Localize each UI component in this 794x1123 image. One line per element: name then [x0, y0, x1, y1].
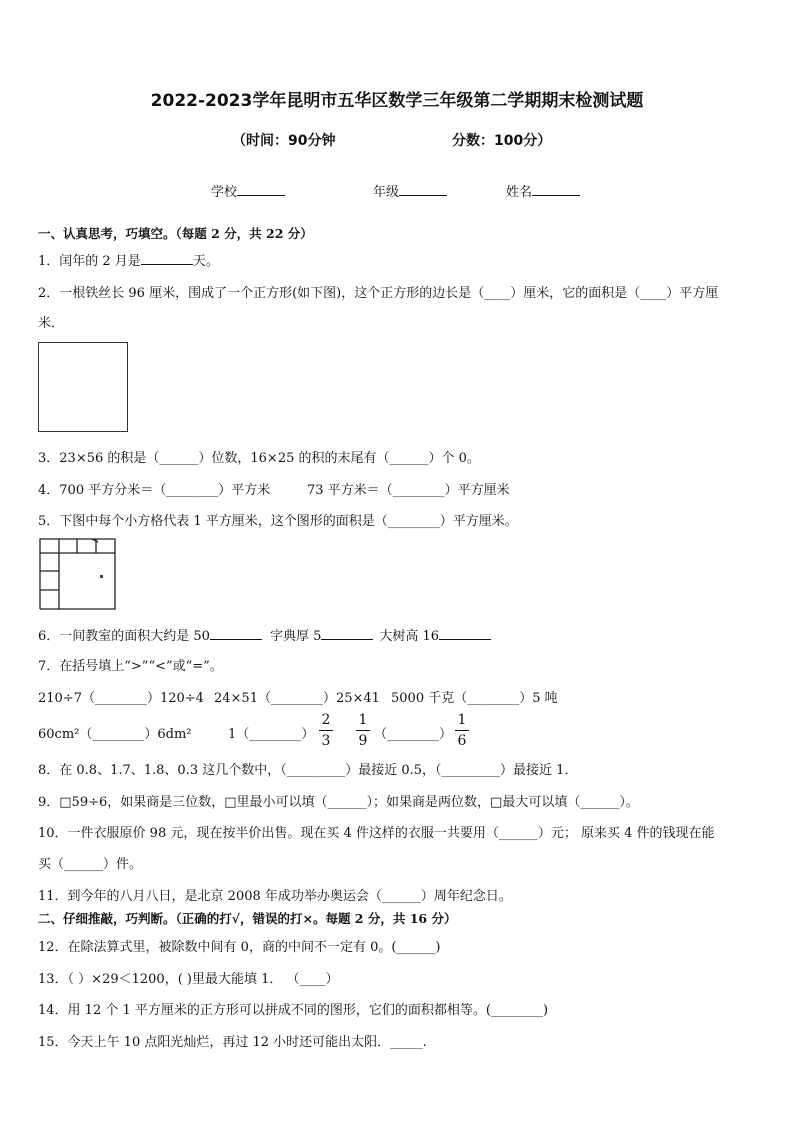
exam-score: 分数：100分） [452, 133, 552, 149]
question-7-item-5: 1（________） [228, 727, 315, 742]
school-field[interactable] [211, 181, 285, 200]
grid-figure [37, 536, 119, 612]
question-4b: 73 平方米＝（________）平方厘米 [307, 483, 510, 498]
fraction-two-thirds: 2 3 [318, 711, 334, 750]
question-9: 9．□59÷6，如果商是三位数，□里最小可以填（______）；如果商是两位数，□最大可以填（______）。 [38, 795, 639, 810]
page-title: 2022-2023学年昆明市五华区数学三年级第二学期期末检测试题 [150, 91, 644, 111]
question-5: 5．下图中每个小方格代表 1 平方厘米，这个图形的面积是（________）平方厘米。 [38, 514, 518, 529]
question-11: 11．到今年的八月八日，是北京 2008 年成功举办奥运会（______）周年纪念日。 [38, 889, 512, 904]
question-10-line2: 买（______）件。 [38, 857, 143, 872]
question-8: 8．在 0.8、1.7、1.8、0.3 这几个数中，（_________）最接近 0.5，（_________）最接近 1． [38, 763, 578, 778]
question-2-line2: 米． [38, 316, 65, 331]
grade-label: 年级 [373, 185, 400, 200]
question-14: 14．用 12 个 1 平方厘米的正方形可以拼成不同的图形，它们的面积都相等。(________) [38, 1003, 549, 1018]
question-6: 6．一间教室的面积大约是 50 字典厚 5 大树高 16 [38, 625, 491, 644]
question-4a: 4．700 平方分米＝（________）平方米 [38, 483, 271, 498]
school-label: 学校 [211, 185, 238, 200]
question-12: 12．在除法算式里，被除数中间有 0，商的中间不一定有 0。(______) [38, 940, 441, 955]
question-7: 7．在括号填上“>”“<”或“=”。 [38, 659, 223, 674]
question-2-line1: 2．一根铁丝长 96 厘米，围成了一个正方形(如下图)，这个正方形的边长是（____）厘米，它的面积是（____）平方厘 [38, 286, 719, 301]
question-10-line1: 10．一件衣服原价 98 元，现在按半价出售。现在买 4 件这样的衣服一共要用（______）元； 原来买 4 件的钱现在能 [38, 826, 715, 841]
question-3: 3．23×56 的积是（______）位数，16×25 的积的末尾有（______）个 0。 [38, 451, 480, 466]
question-1: 1．闰年的 2 月是 天。 [38, 254, 219, 269]
fraction-one-sixth: 1 6 [454, 711, 470, 750]
question-15: 15．今天上午 10 点阳光灿烂，再过 12 小时还可能出太阳．_____. [38, 1035, 427, 1050]
name-label: 姓名 [506, 185, 533, 200]
name-field[interactable] [506, 181, 580, 200]
question-7-item-6: （________） [374, 727, 453, 742]
grade-field[interactable] [373, 181, 447, 200]
fraction-one-ninth: 1 9 [355, 711, 371, 750]
question-7-item-2: 24×51（________）25×41 [214, 691, 380, 706]
section-1-heading: 一、认真思考，巧填空。（每题 2 分，共 22 分） [38, 226, 313, 241]
exam-time: （时间：90分钟 [232, 133, 336, 149]
question-13: 13．（ ）×29＜1200，( )里最大能填 1． （____） [38, 972, 339, 987]
question-7-item-3: 5000 千克（________）5 吨 [391, 691, 558, 706]
question-7-item-1: 210÷7（________）120÷4 [38, 691, 204, 706]
square-figure [38, 342, 128, 432]
section-2-heading: 二、仔细推敲，巧判断。（正确的打√，错误的打×。每题 2 分，共 16 分） [38, 911, 457, 926]
question-7-item-4: 60cm²（________）6dm² [38, 727, 192, 742]
